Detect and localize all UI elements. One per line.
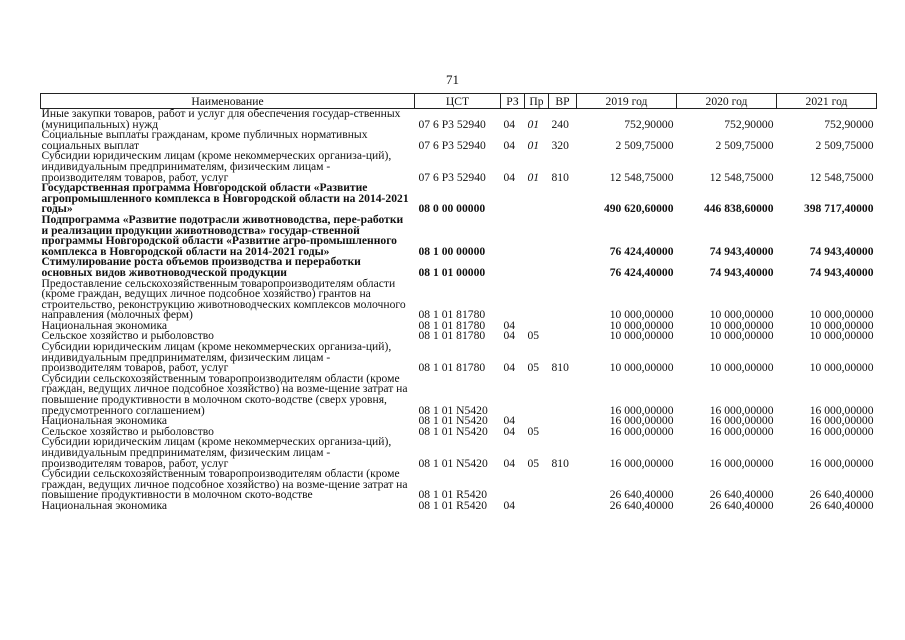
cell-rz: 04 [503, 424, 516, 438]
cell-2020: 16 000,00000 [709, 403, 774, 417]
cell-2019: 10 000,00000 [609, 329, 674, 343]
header-2020: 2020 год [677, 94, 777, 109]
cell-rz [501, 279, 525, 321]
cell-2019: 490 620,60000 [603, 202, 674, 216]
cell-2019: 26 640,40000 [609, 498, 674, 512]
cell-cst: 08 1 01 R5420 [418, 498, 488, 512]
cell-name: Предоставление сельскохозяйственным товаропроизводителям области (кроме граждан, ведущих личное подсобное хозяйство) грантов на строительство, реконструкцию животноводческих комплексов молочного направления (молочных ферм) [41, 276, 406, 322]
cell-rz: 04 [503, 117, 516, 131]
cell-cst: 08 0 00 00000 [418, 202, 486, 216]
table-row [41, 257, 877, 278]
cell-2021: 16 000,00000 [809, 414, 874, 428]
table-row [41, 437, 877, 469]
cell-cst: 07 6 Р3 52940 [418, 138, 486, 152]
table-row [41, 469, 877, 501]
cell-2019: 16 000,00000 [609, 456, 674, 470]
cell-pr [525, 279, 549, 321]
cell-2021: 10 000,00000 [809, 308, 874, 322]
cell-vr [549, 257, 577, 278]
cell-2019: 76 424,40000 [609, 244, 674, 258]
cell-pr [525, 130, 549, 151]
cell-pr: 05 [527, 361, 540, 375]
cell-2019: 26 640,40000 [609, 488, 674, 502]
cell-2020: 16 000,00000 [709, 424, 774, 438]
cell-vr [549, 374, 577, 416]
cell-2019: 2 509,75000 [615, 138, 674, 152]
cell-name: Субсидии юридическим лицам (кроме некоммерческих организа-ций), индивидуальным предпринимателям, физическим лицам - производителям товаров, работ, услуг [41, 435, 392, 470]
cell-name: Национальная экономика [41, 414, 168, 428]
cell-2019: 10 000,00000 [609, 318, 674, 332]
cell-pr [525, 215, 549, 257]
cell-2019: 10 000,00000 [609, 361, 674, 375]
cell-pr [525, 183, 549, 215]
cell-vr [549, 416, 577, 427]
cell-2020: 26 640,40000 [709, 498, 774, 512]
cell-2021: 26 640,40000 [809, 488, 874, 502]
cell-pr: 05 [527, 329, 540, 343]
cell-cst: 08 1 01 N5420 [418, 414, 488, 428]
budget-table [40, 93, 877, 512]
cell-2020: 74 943,40000 [709, 244, 774, 258]
cell-vr: 810 [551, 170, 569, 184]
header-2019: 2019 год [577, 94, 677, 109]
cell-rz: 04 [503, 456, 516, 470]
cell-cst: 07 6 Р3 52940 [418, 170, 486, 184]
cell-2020: 752,90000 [724, 117, 774, 131]
cell-2021: 26 640,40000 [809, 498, 874, 512]
cell-rz [501, 374, 525, 416]
cell-rz: 04 [503, 138, 516, 152]
cell-2020: 10 000,00000 [709, 329, 774, 343]
cell-2021: 10 000,00000 [809, 329, 874, 343]
cell-cst: 07 6 Р3 52940 [418, 117, 486, 131]
cell-2020: 74 943,40000 [709, 265, 774, 279]
cell-rz [501, 215, 525, 257]
cell-pr [525, 374, 549, 416]
cell-cst: 08 1 01 N5420 [418, 403, 488, 417]
cell-name: Государственная программа Новгородской области «Развитие агропромышленного комплекса в Новгородской области на 2014-2021 годы» [41, 181, 409, 216]
header-name: Наименование [41, 94, 415, 109]
cell-2020: 2 509,75000 [715, 138, 774, 152]
cell-name: Социальные выплаты гражданам, кроме публичных нормативных социальных выплат [41, 128, 368, 152]
cell-name: Национальная экономика [41, 498, 168, 512]
cell-2021: 2 509,75000 [815, 138, 874, 152]
table-row [41, 215, 877, 257]
cell-vr [549, 321, 577, 332]
cell-cst: 08 1 01 R5420 [418, 488, 488, 502]
cell-2020: 12 548,75000 [709, 170, 774, 184]
cell-2019: 752,90000 [624, 117, 674, 131]
cell-vr [549, 279, 577, 321]
table-row [41, 501, 877, 512]
cell-name: Стимулирование роста объемов производства и переработки основных видов животноводческой продукции [41, 255, 361, 279]
cell-rz: 04 [503, 361, 516, 375]
header-vr: ВР [549, 94, 577, 109]
cell-pr [525, 469, 549, 501]
cell-name: Сельское хозяйство и рыболовство [41, 424, 214, 438]
cell-pr [525, 151, 549, 183]
cell-name: Субсидии сельскохозяйственным товаропроизводителям области (кроме граждан, ведущих личное подсобное хозяйство) на возме-щение затрат на повышение продуктивности в молочном ското-водстве [41, 467, 408, 502]
cell-vr: 320 [551, 138, 569, 152]
cell-2021: 398 717,40000 [803, 202, 874, 216]
cell-cst: 08 1 01 00000 [418, 265, 486, 279]
cell-pr-value: 01 [527, 170, 540, 184]
cell-rz: 04 [503, 170, 516, 184]
cell-name: Субсидии юридическим лицам (кроме некоммерческих организа-ций), индивидуальным предпринимателям, физическим лицам - производителям товаров, работ, услуг [41, 340, 392, 375]
cell-cst: 08 1 01 81780 [418, 318, 486, 332]
table-row [41, 109, 877, 131]
cell-rz: 04 [503, 498, 516, 512]
cell-pr [525, 257, 549, 278]
table-body [41, 109, 877, 512]
cell-name: Национальная экономика [41, 318, 168, 332]
cell-2021: 10 000,00000 [809, 361, 874, 375]
cell-2021: 74 943,40000 [809, 265, 874, 279]
cell-rz: 04 [503, 329, 516, 343]
cell-2020: 26 640,40000 [709, 488, 774, 502]
cell-name: Подпрограмма «Развитие подотрасли животноводства, пере-работки и реализации продукции животноводства» государ-ственной программы Новгородской области «Развитие агро-промышленного комплекса в Новгородской области на 2014-2021 годы» [41, 212, 404, 258]
cell-pr-value: 01 [527, 138, 540, 152]
cell-vr [549, 427, 577, 438]
cell-pr: 05 [527, 424, 540, 438]
cell-rz [501, 183, 525, 215]
cell-name: Субсидии юридическим лицам (кроме некоммерческих организа-ций), индивидуальным предпринимателям, физическим лицам - производителям товаров, работ, услуг [41, 149, 392, 184]
cell-2021: 16 000,00000 [809, 456, 874, 470]
cell-vr: 810 [551, 361, 569, 375]
cell-2021: 16 000,00000 [809, 424, 874, 438]
table-row [41, 374, 877, 416]
cell-vr [549, 215, 577, 257]
cell-pr: 05 [527, 456, 540, 470]
header-cst: ЦСТ [415, 94, 501, 109]
cell-name: Сельское хозяйство и рыболовство [41, 329, 214, 343]
cell-2019: 12 548,75000 [609, 170, 674, 184]
cell-vr [549, 469, 577, 501]
cell-2019: 76 424,40000 [609, 265, 674, 279]
table-row [41, 183, 877, 215]
cell-2020: 10 000,00000 [709, 361, 774, 375]
cell-cst: 08 1 01 N5420 [418, 456, 488, 470]
cell-cst: 08 1 01 N5420 [418, 424, 488, 438]
cell-pr [525, 501, 549, 512]
cell-vr [549, 501, 577, 512]
cell-2020: 16 000,00000 [709, 456, 774, 470]
cell-rz: 04 [503, 414, 516, 428]
cell-vr [549, 331, 577, 342]
cell-pr [525, 109, 549, 131]
cell-2020: 16 000,00000 [709, 414, 774, 428]
cell-2020: 10 000,00000 [709, 308, 774, 322]
header-pr: Пр [525, 94, 549, 109]
cell-2019: 10 000,00000 [609, 308, 674, 322]
cell-2021: 74 943,40000 [809, 244, 874, 258]
cell-2021: 752,90000 [824, 117, 874, 131]
cell-vr: 240 [551, 117, 569, 131]
cell-vr: 810 [551, 456, 569, 470]
cell-2021: 16 000,00000 [809, 403, 874, 417]
cell-2019: 16 000,00000 [609, 424, 674, 438]
table-row [41, 342, 877, 374]
table-row [41, 130, 877, 151]
cell-cst: 08 1 00 00000 [418, 244, 486, 258]
cell-name: Субсидии сельскохозяйственным товаропроизводителям области (кроме граждан, ведущих личное подсобное хозяйство) на возме-щение затрат на повышение продуктивности в молочном ското-водстве (сверх уровня, предусмотренного соглашением) [41, 371, 408, 417]
cell-vr [549, 183, 577, 215]
header-rz: РЗ [501, 94, 525, 109]
cell-2021: 12 548,75000 [809, 170, 874, 184]
table-row [41, 151, 877, 183]
cell-rz [501, 469, 525, 501]
cell-cst: 08 1 01 81780 [418, 361, 486, 375]
cell-2020: 10 000,00000 [709, 318, 774, 332]
cell-cst: 08 1 01 81780 [418, 329, 486, 343]
cell-pr-value: 01 [527, 117, 540, 131]
cell-cst: 08 1 01 81780 [418, 308, 486, 322]
cell-rz [501, 257, 525, 278]
page-number: 71 [446, 72, 459, 87]
cell-2020: 446 838,60000 [703, 202, 774, 216]
cell-2021: 10 000,00000 [809, 318, 874, 332]
cell-2019: 16 000,00000 [609, 414, 674, 428]
cell-rz: 04 [503, 318, 516, 332]
table-row [41, 279, 877, 321]
cell-2019: 16 000,00000 [609, 403, 674, 417]
header-2021: 2021 год [777, 94, 877, 109]
cell-name: Иные закупки товаров, работ и услуг для обеспечения государ-ственных (муниципальных) нужд [41, 107, 401, 131]
